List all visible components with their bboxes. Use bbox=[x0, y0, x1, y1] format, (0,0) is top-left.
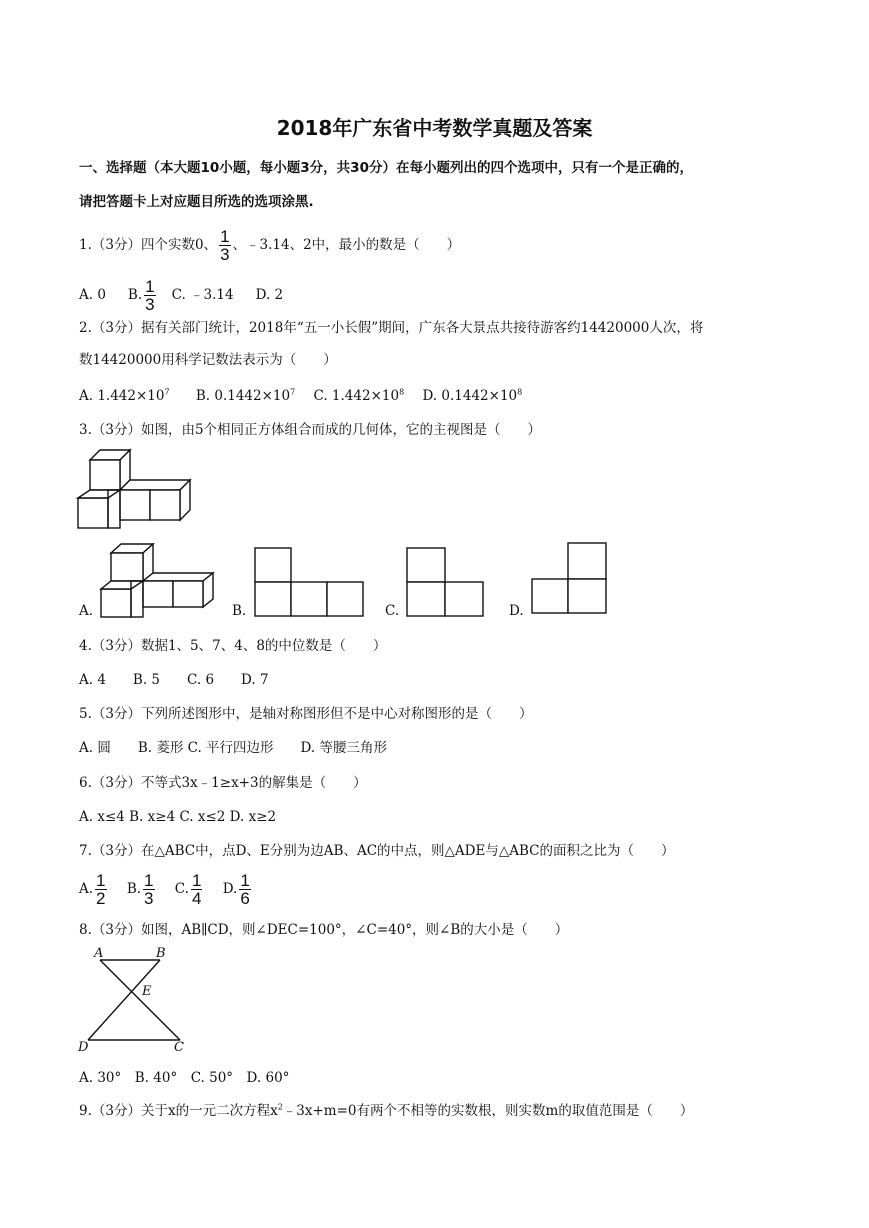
question-2-options bbox=[79, 386, 522, 406]
q2-option-a bbox=[79, 388, 170, 404]
q7-b-num: 1 bbox=[144, 871, 154, 890]
q7-option-b-label: B. bbox=[126, 881, 142, 897]
q9-stem-part-a: 9.（3分）关于x的一元二次方程x bbox=[79, 1103, 278, 1119]
question-2-stem-line2: 数14420000用科学记数法表示为（ ） bbox=[79, 352, 337, 368]
q2-option-d-text: D. 0.1442×10 bbox=[422, 388, 518, 404]
q7-option-d-fraction bbox=[239, 872, 250, 907]
q2-option-c bbox=[314, 388, 405, 404]
q1-option-b-den: 3 bbox=[145, 295, 155, 314]
q7-option-a-label: A. bbox=[79, 881, 94, 897]
q8-label-d: D bbox=[78, 1040, 89, 1055]
q1-stem-part-a: 1.（3分）四个实数0、 bbox=[79, 237, 218, 253]
q1-option-b-label: B. bbox=[127, 287, 143, 303]
question-6-options: A. x≤4 B. x≥4 C. x≤2 D. x≥2 bbox=[79, 809, 277, 825]
q1-frac-den: 3 bbox=[220, 245, 230, 264]
q1-frac-num: 1 bbox=[220, 227, 230, 246]
question-7-stem: 7.（3分）在△ABC中，点D、E分别为边AB、AC的中点，则△ADE与△ABC的面积之比为（ ） bbox=[79, 843, 675, 859]
q3-option-d-label: D. bbox=[509, 603, 524, 619]
q3-option-c-figure bbox=[405, 546, 487, 618]
q8-label-a: A bbox=[94, 946, 104, 961]
q2-option-c-text: C. 1.442×10 bbox=[313, 388, 400, 404]
q2-option-d-exp: 8 bbox=[517, 387, 523, 397]
q3-option-d-figure bbox=[530, 541, 610, 617]
question-5-stem: 5.（3分）下列所述图形中，是轴对称图形但不是中心对称图形的是（ ） bbox=[79, 706, 533, 722]
q2-option-b bbox=[196, 388, 295, 404]
q7-c-den: 4 bbox=[191, 889, 202, 908]
q9-stem-part-b: ﹣3x+m=0有两个不相等的实数根，则实数m的取值范围是（ ） bbox=[282, 1103, 694, 1119]
question-1-stem bbox=[79, 228, 460, 263]
q3-option-c-label: C. bbox=[385, 603, 400, 619]
question-3-stem: 3.（3分）如图，由5个相同正方体组合而成的几何体，它的主视图是（ ） bbox=[79, 422, 542, 438]
q3-solid-figure bbox=[76, 448, 192, 532]
q8-label-e: E bbox=[142, 984, 152, 999]
question-2-stem-line1: 2.（3分）据有关部门统计，2018年“五一小长假”期间，广东各大景点共接待游客约14420000人次，将 bbox=[79, 320, 704, 336]
q2-option-a-exp: 7 bbox=[164, 387, 170, 397]
question-7-options bbox=[79, 872, 253, 907]
q1-option-c: C. ﹣3.14 bbox=[171, 287, 234, 303]
q3-option-a-figure bbox=[99, 543, 215, 619]
q1-stem-part-b: 、﹣3.14、2中，最小的数是（ ） bbox=[232, 237, 461, 253]
q7-option-d-label: D. bbox=[222, 881, 238, 897]
q8-figure bbox=[74, 944, 194, 1060]
q8-label-c: C bbox=[174, 1040, 184, 1055]
q9-stem-exp: 2 bbox=[277, 1102, 283, 1112]
q8-label-b: B bbox=[156, 946, 166, 961]
q2-option-c-exp: 8 bbox=[399, 387, 405, 397]
q7-b-den: 3 bbox=[144, 889, 154, 908]
question-5-options: A. 圆 B. 菱形 C. 平行四边形 D. 等腰三角形 bbox=[79, 740, 387, 756]
q7-option-a-fraction bbox=[95, 872, 106, 907]
q3-option-a-label: A. bbox=[79, 603, 94, 619]
q7-option-c-fraction bbox=[191, 872, 202, 907]
q7-option-c-label: C. bbox=[174, 881, 189, 897]
q2-option-b-exp: 7 bbox=[290, 387, 296, 397]
q1-fraction bbox=[219, 228, 230, 263]
q1-option-b-fraction bbox=[144, 278, 155, 313]
q7-a-num: 1 bbox=[96, 871, 106, 890]
q1-option-d: D. 2 bbox=[255, 287, 284, 303]
section-instruction-line1: 一、选择题（本大题10小题，每小题3分，共30分）在每小题列出的四个选项中，只有一个是正确的， bbox=[79, 160, 693, 176]
q2-option-a-text: A. 1.442×10 bbox=[79, 388, 165, 404]
q7-c-num: 1 bbox=[191, 871, 202, 890]
question-6-stem: 6.（3分）不等式3x﹣1≥x+3的解集是（ ） bbox=[79, 775, 367, 791]
q2-option-b-text: B. 0.1442×10 bbox=[195, 388, 291, 404]
question-4-stem: 4.（3分）数据1、5、7、4、8的中位数是（ ） bbox=[79, 638, 387, 654]
q3-option-b-figure bbox=[253, 546, 367, 618]
q1-option-a: A. 0 bbox=[79, 287, 106, 303]
q3-option-b-label: B. bbox=[232, 603, 247, 619]
question-8-options: A. 30° B. 40° C. 50° D. 60° bbox=[79, 1070, 290, 1086]
q7-a-den: 2 bbox=[96, 889, 106, 908]
question-4-options: A. 4 B. 5 C. 6 D. 7 bbox=[79, 672, 269, 688]
q1-option-b-num: 1 bbox=[145, 277, 155, 296]
q2-option-d bbox=[422, 388, 522, 404]
question-8-stem: 8.（3分）如图，AB∥CD，则∠DEC=100°，∠C=40°，则∠B的大小是（ ） bbox=[79, 922, 569, 938]
q7-d-num: 1 bbox=[240, 871, 250, 890]
q7-option-b-fraction bbox=[143, 872, 154, 907]
section-instruction-line2: 请把答题卡上对应题目所选的选项涂黑. bbox=[79, 194, 314, 210]
question-9-stem bbox=[79, 1101, 693, 1121]
q7-d-den: 6 bbox=[240, 889, 250, 908]
page-title: 2018年广东省中考数学真题及答案 bbox=[276, 116, 593, 140]
question-1-options bbox=[79, 278, 283, 313]
